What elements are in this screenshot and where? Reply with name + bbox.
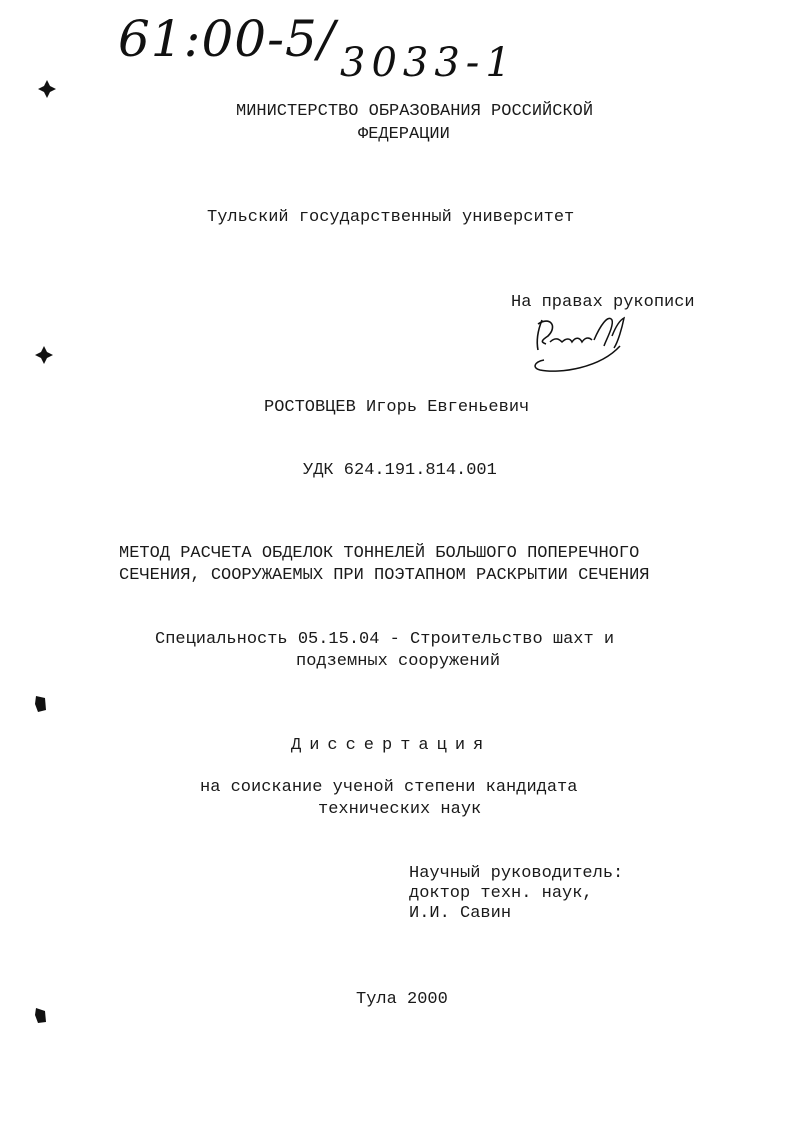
- document-type: Диссертация: [291, 736, 492, 755]
- ministry-line-2: ФЕДЕРАЦИИ: [358, 125, 450, 144]
- dissertation-title-line-1: МЕТОД РАСЧЕТА ОБДЕЛОК ТОННЕЛЕЙ БОЛЬШОГО ПОПЕРЕЧНОГО: [119, 544, 640, 563]
- dissertation-title-line-2: СЕЧЕНИЯ, СООРУЖАЕМЫХ ПРИ ПОЭТАПНОМ РАСКРЫТИИ СЕЧЕНИЯ: [119, 566, 650, 585]
- supervisor-title: доктор техн. наук,: [409, 884, 593, 903]
- binding-mark-4: [33, 1006, 49, 1026]
- supervisor-name: И.И. Савин: [409, 904, 512, 923]
- degree-line-1: на соискание ученой степени кандидата: [200, 778, 578, 797]
- archive-code-part2: 3033-1: [340, 40, 517, 86]
- supervisor-label: Научный руководитель:: [409, 864, 624, 883]
- binding-mark-3: [33, 694, 49, 714]
- university-name: Тульский государственный университет: [207, 208, 575, 227]
- binding-mark-1: [36, 78, 58, 100]
- place-year: Тула 2000: [356, 990, 448, 1009]
- degree-line-2: технических наук: [318, 800, 482, 819]
- ministry-line-1: МИНИСТЕРСТВО ОБРАЗОВАНИЯ РОССИЙСКОЙ: [236, 102, 594, 121]
- archive-code-part1: 61:00-5/: [118, 10, 336, 68]
- author-signature: [520, 306, 640, 378]
- author-name: РОСТОВЦЕВ Игорь Евгеньевич: [264, 398, 530, 417]
- specialty-line-1: Специальность 05.15.04 - Строительство шахт и: [155, 630, 615, 649]
- binding-mark-2: [33, 344, 55, 366]
- manuscript-rights: На правах рукописи: [511, 293, 695, 312]
- specialty-line-2: подземных сооружений: [296, 652, 501, 671]
- udc-code: УДК 624.191.814.001: [303, 461, 497, 480]
